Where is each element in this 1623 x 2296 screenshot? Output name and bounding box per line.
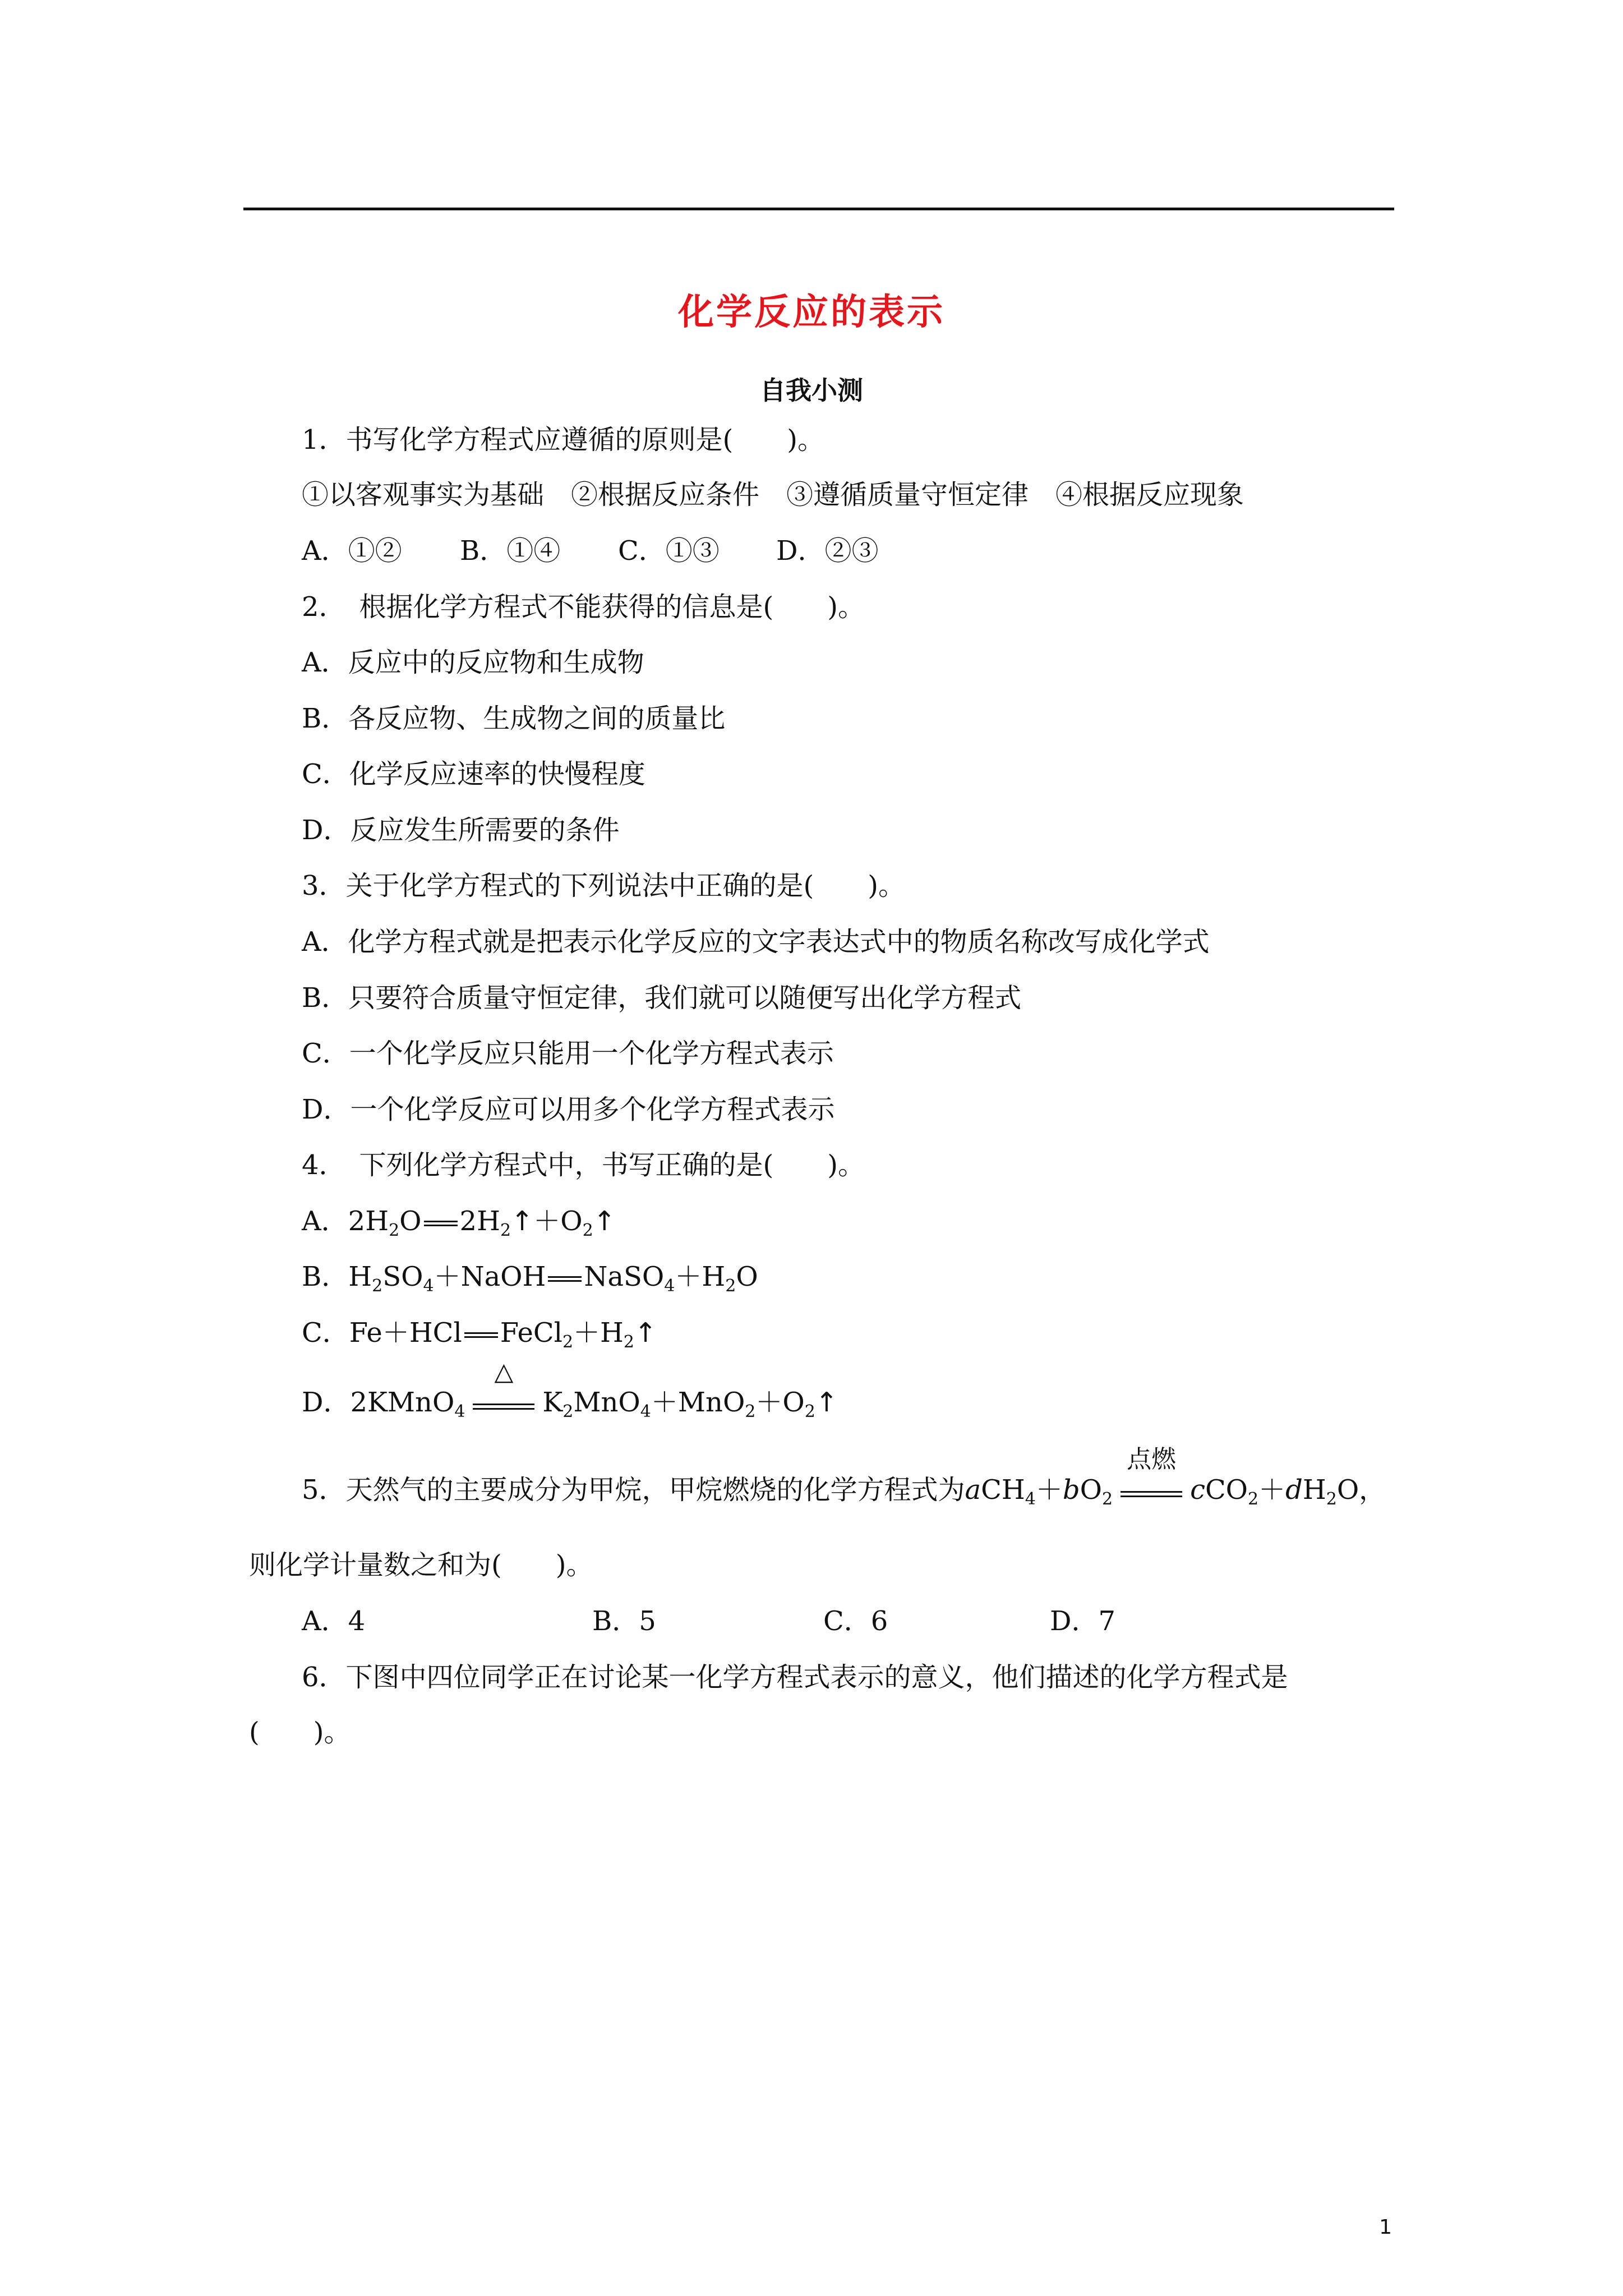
q4-option-d: D．2KMnO$_4$ △ $K_2MnO_4+MnO_2+O_2↑$ <box>302 1357 838 1421</box>
q4-option-c-label: C． <box>302 1317 349 1349</box>
q3-option-d: D．一个化学反应可以用多个化学方程式表示 <box>302 1094 835 1125</box>
q6-stem-line2: ( )。 <box>249 1717 351 1748</box>
q4-option-a-label: A． <box>302 1205 348 1237</box>
q5-option-c: C．6 <box>823 1605 888 1637</box>
q4-option-a: A．$2H_2O$ $2H_2↑+O_2↑$ <box>302 1205 616 1240</box>
q1-stem: 1．书写化学方程式应遵循的原则是( )。 <box>302 424 824 455</box>
q1-option-d: D．②③ <box>776 535 879 567</box>
q4-option-d-label: D． <box>302 1387 351 1418</box>
q5-option-a: A．4 <box>302 1605 366 1637</box>
q3-stem: 3．关于化学方程式的下列说法中正确的是( )。 <box>302 870 905 901</box>
header-rule <box>243 208 1394 210</box>
heat-condition <box>473 1357 534 1418</box>
q5-stem-line1: 5．天然气的主要成分为甲烷，甲烷燃烧的化学方程式为$aCH_4+bO_2$ 点燃 $cCO_2+dH_2O$， <box>302 1444 1386 1509</box>
q2-option-b: B．各反应物、生成物之间的质量比 <box>302 703 726 734</box>
q5-option-b: B．5 <box>592 1605 656 1637</box>
q3-option-c: C．一个化学反应只能用一个化学方程式表示 <box>302 1038 834 1069</box>
q5-stem-lead: 5．天然气的主要成分为甲烷，甲烷燃烧的化学方程式为 <box>302 1474 965 1506</box>
q5-stem-line2: 则化学计量数之和为( )。 <box>249 1549 593 1581</box>
q1-items: ①以客观事实为基础 ②根据反应条件 ③遵循质量守恒定律 ④根据反应现象 <box>302 479 1244 510</box>
q1-options <box>302 535 879 567</box>
section-subtitle: 自我小测 <box>760 375 863 406</box>
q2-stem: 2． 根据化学方程式不能获得的信息是( )。 <box>302 591 865 623</box>
ignite-label: 点燃 <box>1127 1444 1177 1474</box>
q3-option-b: B．只要符合质量守恒定律，我们就可以随便写出化学方程式 <box>302 982 1022 1014</box>
q3-option-a: A．化学方程式就是把表示化学反应的文字表达式中的物质名称改写成化学式 <box>302 926 1210 958</box>
q2-option-a: A．反应中的反应物和生成物 <box>302 647 644 678</box>
page-number: 1 <box>1379 2216 1392 2239</box>
q4-option-b: B．$H_2SO_4+NaOH$ $NaSO_4+H_2O$ <box>302 1261 758 1296</box>
q1-option-c: C．①③ <box>618 535 720 567</box>
q4-option-b-label: B． <box>302 1261 349 1292</box>
q4-stem: 4． 下列化学方程式中，书写正确的是( )。 <box>302 1149 865 1181</box>
ignite-condition <box>1121 1444 1182 1506</box>
q1-option-b: B．①④ <box>460 535 561 567</box>
q2-option-d: D．反应发生所需要的条件 <box>302 815 620 846</box>
q6-stem-line1: 6．下图中四位同学正在讨论某一化学方程式表示的意义，他们描述的化学方程式是 <box>302 1662 1288 1693</box>
q5-options <box>302 1605 1116 1637</box>
q2-option-c: C．化学反应速率的快慢程度 <box>302 758 645 790</box>
q5-option-d: D．7 <box>1050 1605 1116 1637</box>
q4-option-c: C．Fe＋HCl $FeCl_2+H_2↑$ <box>302 1317 657 1352</box>
q1-option-a: A．①② <box>302 535 402 567</box>
page-title: 化学反应的表示 <box>678 292 945 333</box>
heat-triangle: △ <box>494 1357 514 1386</box>
